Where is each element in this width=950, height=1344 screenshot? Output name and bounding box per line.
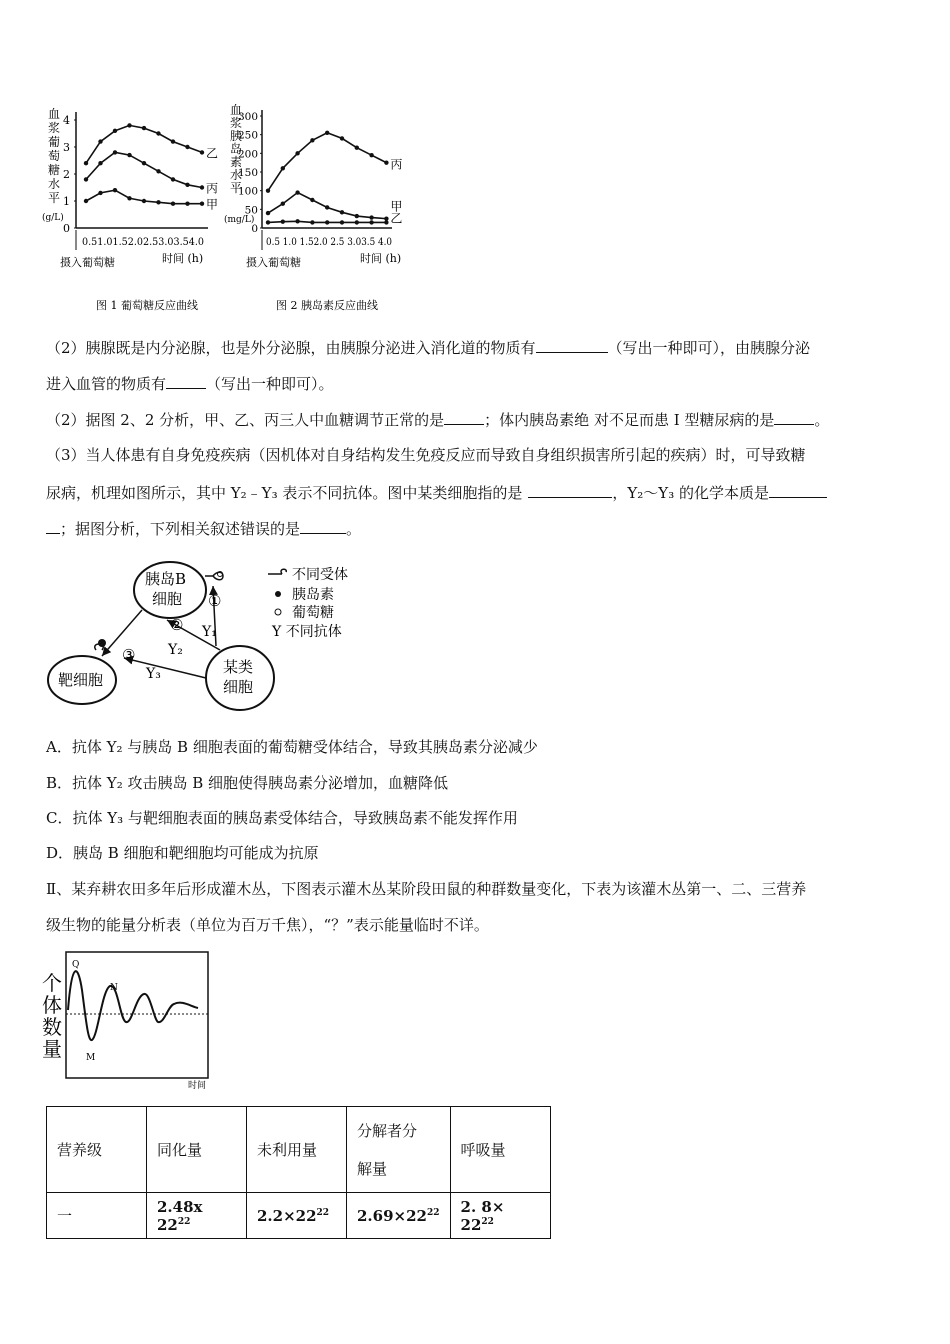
question-3-line2: 尿病，机理如图所示，其中 Y₂﹣Y₃ 表示不同抗体。图中某类细胞指的是 ，Y₂～Y₃ 的化学本质是 <box>46 481 916 504</box>
islet-b-cell-label: 细胞 <box>152 590 183 608</box>
figure1-ylabel <box>42 107 64 223</box>
figure2-xticks: 0.5 1.0 1.52.0 2.5 3.03.5 4.0 <box>266 236 392 248</box>
data-point <box>185 202 189 206</box>
point-m: M <box>86 1053 96 1063</box>
ylabel-char: 浆 <box>47 121 61 135</box>
legend-antibody: Y 不同抗体 <box>272 624 342 640</box>
data-point <box>84 199 88 203</box>
ylabel-char: 平 <box>47 191 61 205</box>
question-2a-line1: （2）胰腺既是内分泌腺，也是外分泌腺，由胰腺分泌进入消化道的物质有 （写出一种即可），由胰腺分泌 <box>46 336 916 359</box>
y-tick-label: 50 <box>244 204 258 217</box>
data-point <box>127 153 131 157</box>
data-point <box>310 220 314 224</box>
data-point <box>113 150 117 154</box>
data-point <box>84 177 88 181</box>
table-header-cell: 同化量 <box>147 1107 247 1193</box>
series-line <box>86 125 202 163</box>
ylabel-unit: (mg/L) <box>224 215 255 225</box>
y-tick-label: 3 <box>63 141 70 154</box>
data-point <box>171 139 175 143</box>
data-point <box>384 160 388 164</box>
legend-insulin: 胰岛素 <box>292 587 334 603</box>
table-header-row <box>47 1107 551 1193</box>
option-d[interactable]: D．胰岛 B 细胞和靶细胞均可能成为抗原 <box>46 844 319 862</box>
data-point <box>185 145 189 149</box>
question-2a-line2: 进入血管的物质有 （写出一种即可）。 <box>46 372 916 395</box>
data-point <box>98 161 102 165</box>
table-header-cell: 呼吸量 <box>450 1107 550 1193</box>
label-y2: Y₂ <box>168 642 183 658</box>
table-cell: 一 <box>47 1193 147 1239</box>
data-point <box>295 190 299 194</box>
table-cell: $2.2\times 22^{22}$ <box>247 1193 347 1239</box>
table-header-cell: 未利用量 <box>247 1107 347 1193</box>
y-tick-label: 250 <box>237 129 258 142</box>
table-cell: 2. $8\times 22^{22}$ <box>450 1193 550 1239</box>
data-point <box>310 138 314 142</box>
series-label: 乙 <box>390 211 403 226</box>
ylabel-char: 水 <box>47 177 61 191</box>
ylabel-char: 素 <box>229 155 243 169</box>
data-point <box>384 220 388 224</box>
ylabel-char: 体 <box>42 993 62 1017</box>
islet-b-cell-label: 胰岛B <box>145 570 187 588</box>
data-point <box>325 220 329 224</box>
data-point <box>200 202 204 206</box>
figure2-caption: 图 2 胰岛素反应曲线 <box>276 299 378 312</box>
data-point <box>142 161 146 165</box>
series-label: 乙 <box>206 146 219 161</box>
ylabel-unit: (g/L) <box>42 213 64 223</box>
data-point <box>310 198 314 202</box>
question-2b: （2）据图 2、2 分析，甲、乙、丙三人中血糖调节正常的是 ；体内胰岛素绝 对不足而患 Ⅰ 型糖尿病的是 。 <box>46 408 916 431</box>
target-cell-label: 靶细胞 <box>58 671 104 689</box>
figure2-insulin-chart <box>224 100 414 320</box>
table-header-cell: 营养级 <box>47 1107 147 1193</box>
figure1-glucose-chart <box>40 100 220 320</box>
data-point <box>281 219 285 223</box>
data-point <box>127 123 131 127</box>
ylabel-char: 萄 <box>47 149 61 163</box>
data-point <box>171 177 175 181</box>
figure2-start-label: 摄入葡萄糖 <box>246 256 301 269</box>
y-tick-label: 150 <box>237 167 258 179</box>
data-point <box>156 131 160 135</box>
data-point <box>340 136 344 140</box>
data-point <box>295 151 299 155</box>
label-3: ③ <box>122 646 136 664</box>
y-tick-label: 200 <box>237 148 258 161</box>
ylabel-char: 个 <box>42 971 62 995</box>
ylabel-char: 水 <box>229 168 243 182</box>
ylabel-char: 血 <box>229 103 243 117</box>
legend-glucose: 葡萄糖 <box>292 605 334 621</box>
label-y3: Y₃ <box>146 666 161 682</box>
data-point <box>295 219 299 223</box>
ylabel-char: 浆 <box>229 116 243 130</box>
data-point <box>171 202 175 206</box>
mechanism-diagram <box>40 554 380 714</box>
ylabel-char: 糖 <box>47 163 61 177</box>
ylabel-char: 平 <box>229 181 243 195</box>
data-point <box>113 188 117 192</box>
answer-blank[interactable] <box>769 481 827 498</box>
ylabel-char: 量 <box>42 1037 62 1061</box>
data-point <box>98 191 102 195</box>
answer-blank[interactable] <box>774 408 814 425</box>
answer-blank[interactable] <box>46 517 60 534</box>
data-point <box>266 211 270 215</box>
data-point <box>266 220 270 224</box>
option-c[interactable]: C．抗体 Y₃ 与靶细胞表面的胰岛素受体结合，导致胰岛素不能发挥作用 <box>46 809 518 827</box>
series-label: 甲 <box>206 197 219 212</box>
answer-blank[interactable] <box>300 517 346 534</box>
data-point <box>266 188 270 192</box>
table-cell: 2.48x $22^{22}$ <box>147 1193 247 1239</box>
data-point <box>142 126 146 130</box>
data-point <box>127 196 131 200</box>
ylabel-char: 岛 <box>229 142 243 156</box>
point-q: Q <box>72 960 80 970</box>
some-cell-label: 某类 <box>223 658 254 676</box>
data-point <box>84 161 88 165</box>
answer-blank[interactable] <box>536 336 608 353</box>
data-point <box>355 220 359 224</box>
population-graph <box>40 950 220 1092</box>
table-header-cell: 分解者分 解量 <box>347 1107 451 1193</box>
y-tick-label: 0 <box>63 222 70 235</box>
data-point <box>325 205 329 209</box>
option-b[interactable]: B．抗体 Y₂ 攻击胰岛 B 细胞使得胰岛素分泌增加，血糖降低 <box>46 774 449 792</box>
point-n: N <box>110 983 118 993</box>
data-point <box>200 150 204 154</box>
data-point <box>369 153 373 157</box>
data-point <box>281 166 285 170</box>
series-label: 甲 <box>390 199 403 214</box>
data-point <box>369 220 373 224</box>
energy-table <box>46 1106 551 1239</box>
part2-line1: Ⅱ、某弃耕农田多年后形成灌木丛，下图表示灌木丛某阶段田鼠的种群数量变化，下表为该灌木丛第一、二、三营养 <box>46 880 807 898</box>
data-point <box>200 185 204 189</box>
data-point <box>156 169 160 173</box>
series-label: 丙 <box>390 157 403 172</box>
data-point <box>355 146 359 150</box>
table-row <box>47 1193 551 1239</box>
data-point <box>369 215 373 219</box>
data-point <box>281 202 285 206</box>
y-tick-label: 100 <box>237 185 258 198</box>
figure2-x-unit: 时间 (h) <box>360 252 402 265</box>
label-y1: Y₁ <box>202 624 217 640</box>
label-1: ① <box>208 592 222 610</box>
table-cell: $2.69\times 22^{22}$ <box>347 1193 451 1239</box>
figure1-start-label: 摄入葡萄糖 <box>60 256 115 269</box>
figure1-x-unit: 时间 (h) <box>162 252 204 265</box>
y-tick-label: 300 <box>237 111 258 123</box>
data-point <box>340 220 344 224</box>
ylabel-char: 葡 <box>47 135 61 149</box>
series-label: 丙 <box>206 181 219 196</box>
part2-line2: 级生物的能量分析表（单位为百万千焦），“？”表示能量临时不详。 <box>46 916 489 934</box>
answer-blank[interactable] <box>444 408 484 425</box>
ylabel-char: 数 <box>42 1015 62 1039</box>
ylabel-char: 血 <box>47 107 61 121</box>
data-point <box>185 183 189 187</box>
population-ylabel <box>42 971 62 1061</box>
legend-receptor: 不同受体 <box>292 567 348 583</box>
data-point <box>113 129 117 133</box>
data-point <box>325 131 329 135</box>
data-point <box>340 210 344 214</box>
y-tick-label: 4 <box>63 114 70 127</box>
option-a[interactable]: A．抗体 Y₂ 与胰岛 B 细胞表面的葡萄糖受体结合，导致其胰岛素分泌减少 <box>46 738 538 756</box>
data-point <box>355 214 359 218</box>
y-tick-label: 1 <box>63 195 70 208</box>
ylabel-char: 胰 <box>229 129 243 143</box>
series-line <box>268 133 386 191</box>
figure1-xticks: 0.51.01.52.02.53.03.54.0 <box>82 236 204 248</box>
answer-blank[interactable] <box>166 372 206 389</box>
some-cell-label: 细胞 <box>223 678 254 696</box>
y-tick-label: 0 <box>251 223 258 235</box>
data-point <box>98 139 102 143</box>
question-3-line3: ；据图分析，下列相关叙述错误的是 。 <box>46 517 916 540</box>
data-point <box>156 200 160 204</box>
question-3-line1: （3）当人体患有自身免疫疾病（因机体对自身结构发生免疫反应而导致自身组织损害所引起的疾病）时，可导致糖 <box>46 446 806 464</box>
series-line <box>86 152 202 187</box>
figure1-caption: 图 1 葡萄糖反应曲线 <box>96 299 198 312</box>
population-xlabel: 时间 <box>188 1081 207 1091</box>
answer-blank[interactable] <box>528 481 612 498</box>
y-tick-label: 2 <box>63 168 70 181</box>
label-2: ② <box>170 616 184 634</box>
population-curve <box>68 971 198 1040</box>
data-point <box>142 199 146 203</box>
